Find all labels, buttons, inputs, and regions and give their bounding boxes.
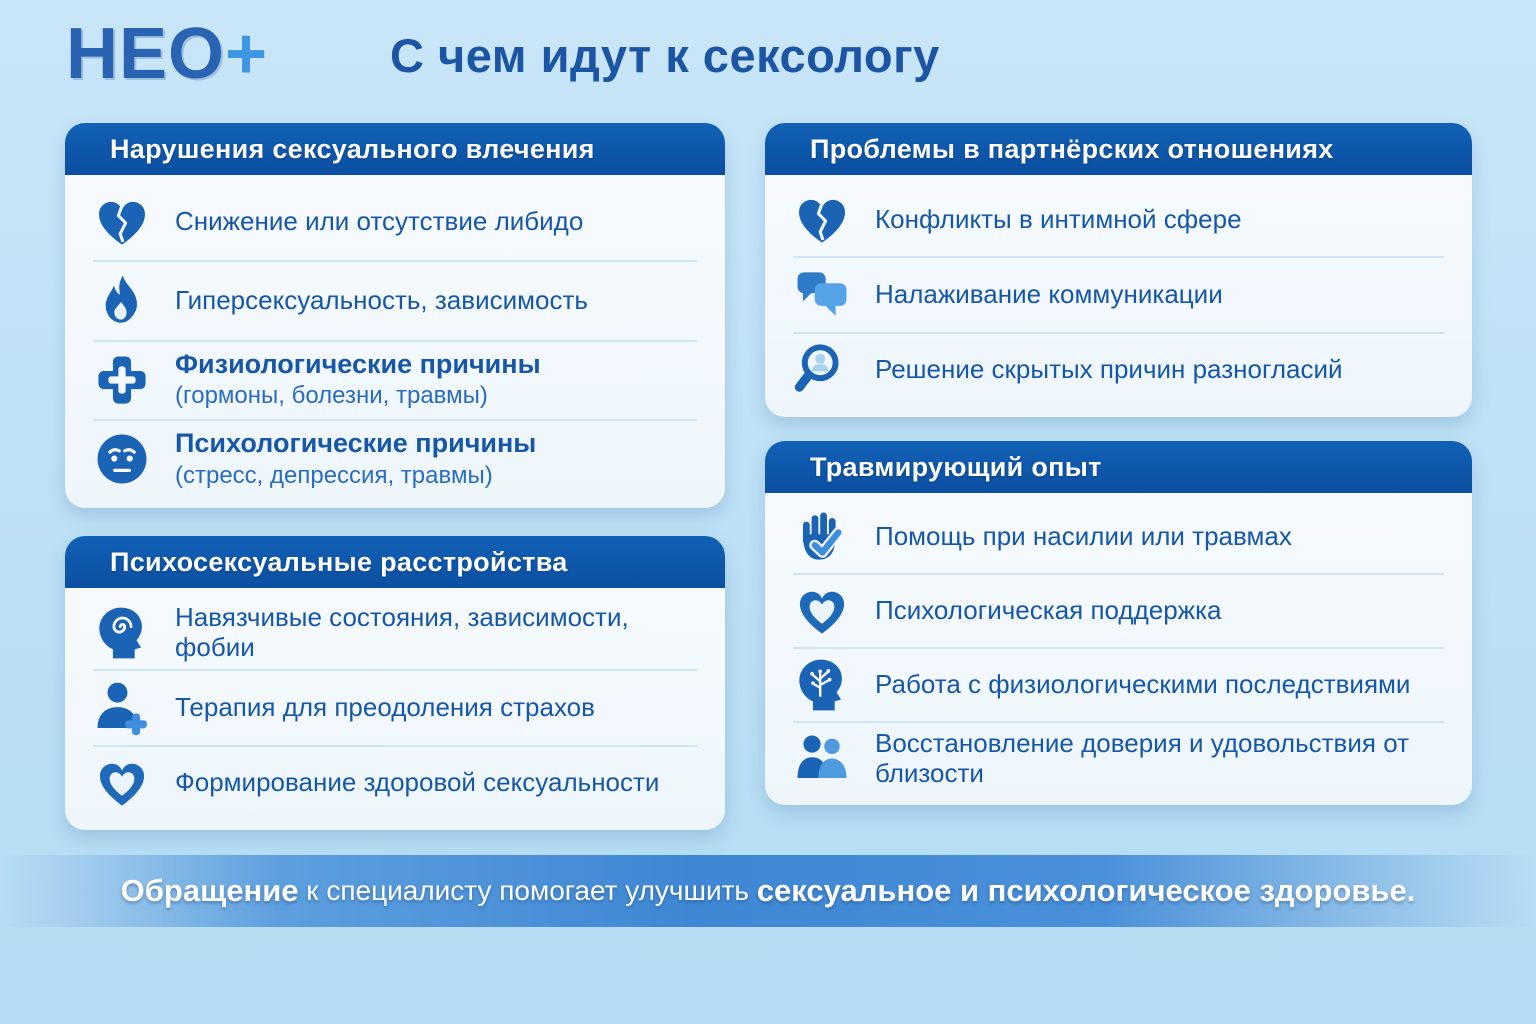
item-title: Терапия для преодоления страхов: [175, 692, 595, 723]
list-item: [793, 723, 1444, 795]
heart-in-heart-icon: [93, 754, 151, 812]
chat-bubbles-icon: [793, 266, 851, 324]
list-item: [93, 342, 697, 421]
item-title: Навязчивые состояния, зависимости, фобии: [175, 601, 629, 662]
list-item: [793, 575, 1444, 649]
banner-text-middle: к специалисту помогает улучшить: [298, 875, 757, 906]
broken-heart-icon: [793, 191, 851, 249]
page-title: С чем идут к сексологу: [390, 29, 940, 82]
card-title: Проблемы в партнёрских отношениях: [765, 123, 1472, 175]
list-item: [93, 183, 697, 262]
item-title: Психологическая поддержка: [875, 595, 1222, 626]
list-item: [93, 596, 697, 671]
card-body: [765, 493, 1472, 805]
card-title: Нарушения сексуального влечения: [65, 123, 725, 175]
item-title: Решение скрытых причин разногласий: [875, 354, 1343, 385]
item-title: Физиологические причины: [175, 349, 541, 380]
item-title: Работа с физиологическими последствиями: [875, 669, 1411, 700]
worried-face-icon: [93, 430, 151, 488]
item-title: Восстановление доверия и удовольствия от близости: [875, 728, 1409, 788]
card-body: [65, 175, 725, 508]
item-title: Снижение или отсутствие либидо: [175, 205, 584, 236]
list-item: [93, 671, 697, 746]
heart-in-heart-icon: [793, 582, 851, 640]
therapy-person-icon: [93, 679, 151, 737]
flame-icon: [93, 272, 151, 330]
mind-tree-icon: [793, 656, 851, 714]
banner-text-bold-start: Обращение: [120, 873, 299, 908]
card-psychosexual-disorders: [65, 536, 725, 830]
item-subtitle: (гормоны, болезни, травмы): [175, 382, 488, 410]
brand-logo: [66, 14, 269, 94]
card-partner-relationship-problems: [765, 123, 1472, 417]
item-subtitle: (стресс, депрессия, травмы): [175, 461, 493, 489]
brand-logo-text: НЕО: [66, 14, 226, 94]
card-body: [765, 175, 1472, 417]
broken-heart-icon: [93, 193, 151, 251]
card-body: [65, 588, 725, 830]
banner-text-bold-end: сексуальное и психологическое здоровье.: [756, 873, 1416, 908]
magnifier-person-icon: [793, 341, 851, 399]
brand-logo-plus: +: [225, 14, 269, 94]
list-item: [793, 334, 1444, 407]
list-item: [93, 262, 697, 341]
couple-icon: [793, 730, 851, 788]
list-item: [793, 649, 1444, 723]
helping-hand-icon: [793, 508, 851, 566]
item-title: Гиперсексуальность, зависимость: [175, 284, 588, 315]
item-title: Формирование здоровой сексуальности: [175, 767, 660, 798]
card-title: Травмирующий опыт: [765, 441, 1472, 493]
item-title: Конфликты в интимной сфере: [875, 203, 1242, 234]
card-title: Психосексуальные расстройства: [65, 536, 725, 588]
list-item: [793, 183, 1444, 258]
obsessive-mind-icon: [93, 604, 151, 662]
card-traumatic-experience: [765, 441, 1472, 805]
item-title: Налаживание коммуникации: [875, 279, 1223, 310]
list-item: [93, 421, 697, 498]
footer-banner: [0, 855, 1536, 927]
card-sexual-desire-disorders: [65, 123, 725, 508]
item-title: Психологические причины: [175, 428, 537, 459]
item-title: Помощь при насилии или травмах: [875, 521, 1292, 552]
list-item: [793, 501, 1444, 575]
list-item: [93, 747, 697, 820]
medical-cross-icon: [93, 351, 151, 409]
list-item: [793, 258, 1444, 333]
